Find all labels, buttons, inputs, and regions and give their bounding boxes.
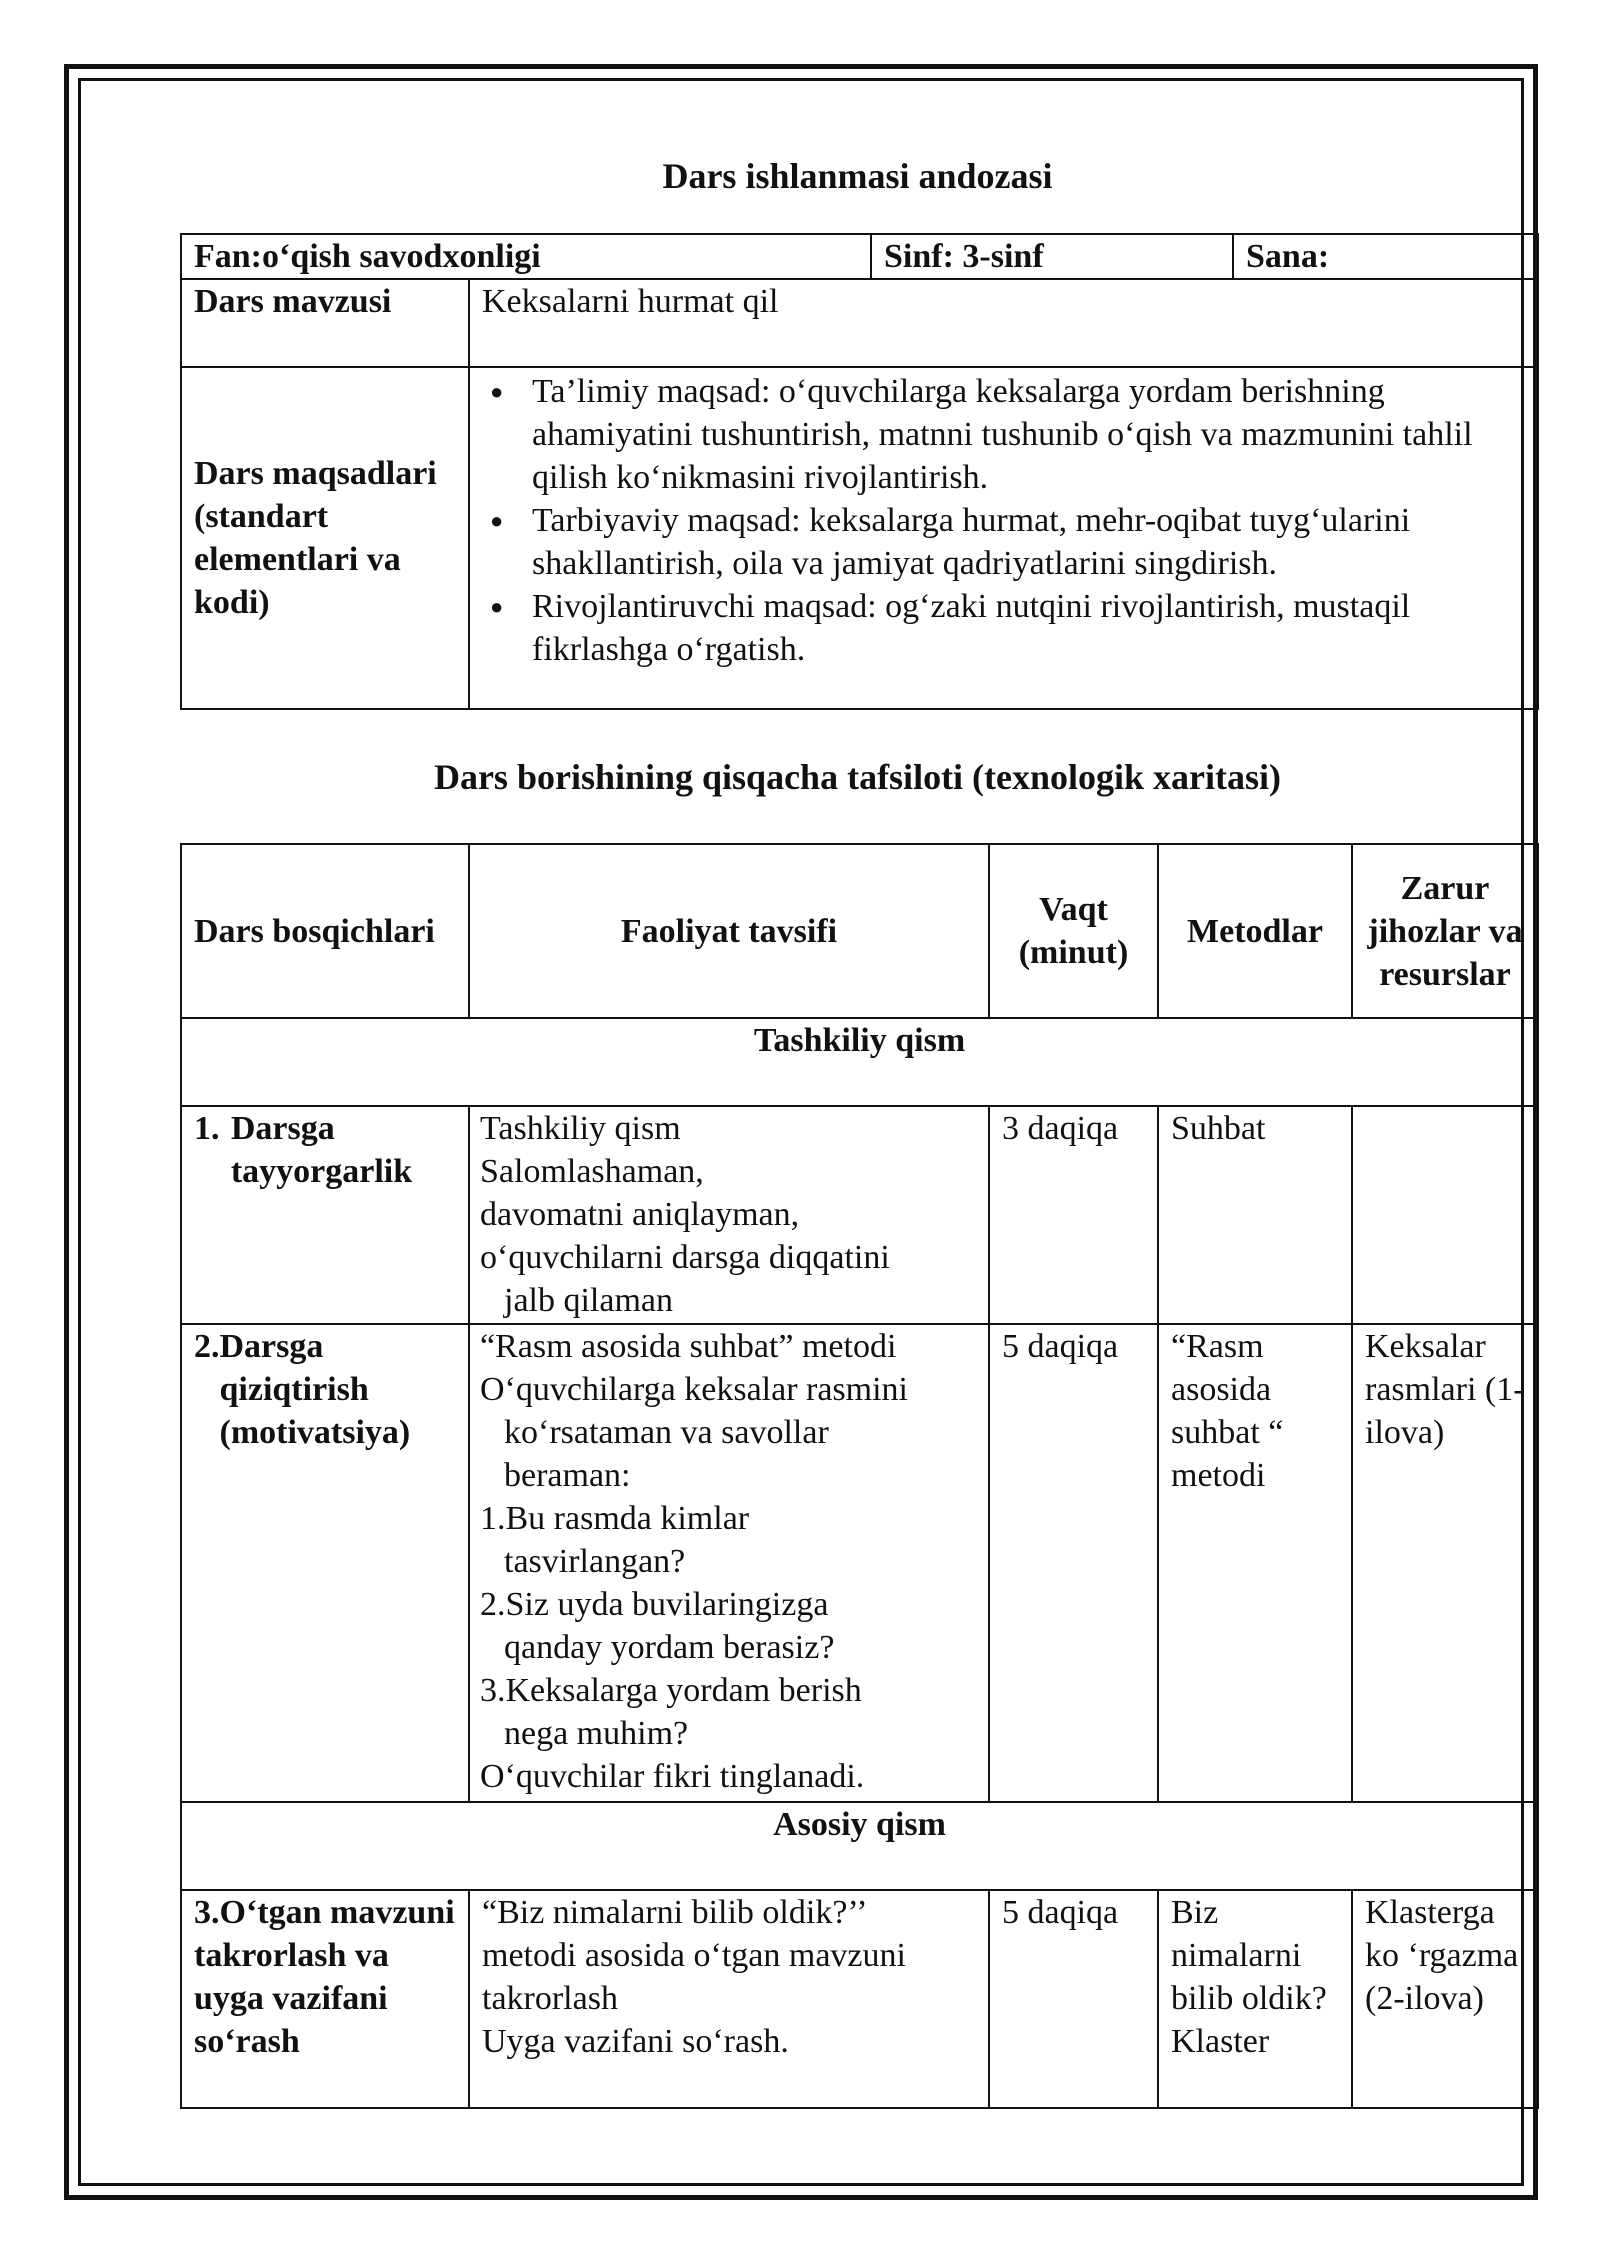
activity-line: takrorlash [482, 1980, 618, 2017]
question-line: tasvirlangan? [504, 1543, 686, 1580]
activity-line: Salomlashaman, [480, 1153, 704, 1190]
section-title: Dars borishining qisqacha tafsiloti (texnologik xaritasi) [433, 757, 1282, 797]
activity-line: O‘quvchilar fikri tinglanadi. [480, 1758, 865, 1795]
topic-row [181, 279, 1538, 367]
activity-line: “Biz nimalarni bilib oldik?’’ [482, 1894, 868, 1931]
document-title: Dars ishlanmasi andozasi [662, 156, 1053, 196]
info-header-row [181, 234, 1538, 279]
goal-item: ● Ta’limiy maqsad: o‘quvchilarga keksalarga yordam berishning ahamiyatini tushuntirish, matnni tushunib o‘qish va mazmunini tahlil qilish ko‘nikmasini rivojlantirish. [482, 370, 1525, 499]
header-resources: Zarur jihozlar va resurslar [1352, 844, 1538, 1018]
date-cell: Sana: [1233, 234, 1538, 279]
goal-item: ● Rivojlantiruvchi maqsad: og‘zaki nutqini rivojlantirish, mustaqil fikrlashga o‘rgatish. [482, 585, 1525, 671]
subject-cell: Fan:o‘qish savodxonligi [181, 234, 871, 279]
part-row [181, 1018, 1538, 1106]
question-line: 3.Keksalarga yordam berish [480, 1672, 862, 1709]
resources-cell: Klasterga ko ‘rgazma (2-ilova) [1352, 1890, 1538, 2108]
topic-label: Dars mavzusi [181, 279, 469, 367]
activity-line: “Rasm asosida suhbat” metodi [480, 1328, 897, 1365]
activity-line: beraman: [504, 1457, 631, 1494]
activity-line: o‘quvchilarni darsga diqqatini [480, 1239, 890, 1276]
topic-value: Keksalarni hurmat qil [469, 279, 1538, 367]
question-line: qanday yordam berasiz? [504, 1629, 835, 1666]
question-line: nega muhim? [504, 1715, 689, 1752]
tech-header-row [181, 844, 1538, 1018]
activity-line: ko‘rsataman va savollar [504, 1414, 829, 1451]
time-cell: 5 daqiqa [989, 1324, 1158, 1802]
stage-number: 1. [194, 1110, 220, 1147]
stage-label: Darsga qiziqtirish (motivatsiya) [219, 1328, 411, 1451]
goal-item: ● Tarbiyaviy maqsad: keksalarga hurmat, mehr-oqibat tuyg‘ularini shakllantirish, oila va jamiyat qadriyatlarini singdirish. [482, 499, 1525, 585]
goals-list [482, 370, 1525, 671]
resources-cell [1352, 1106, 1538, 1324]
header-activity: Faoliyat tavsifi [469, 844, 989, 1018]
activity-cell [469, 1890, 989, 2108]
method-cell: Suhbat [1158, 1106, 1352, 1324]
stage-number: 2. [194, 1328, 220, 1365]
question-line: 1.Bu rasmda kimlar [480, 1500, 750, 1537]
table-row [181, 1890, 1538, 2108]
activity-cell [469, 1106, 989, 1324]
method-cell: “Rasm asosida suhbat “ metodi [1158, 1324, 1352, 1802]
activity-line: davomatni aniqlayman, [480, 1196, 800, 1233]
time-cell: 5 daqiqa [989, 1890, 1158, 2108]
table-row [181, 1324, 1538, 1802]
part-asosiy: Asosiy qism [181, 1802, 1538, 1890]
activity-line: Tashkiliy qism [480, 1110, 681, 1147]
goals-cell [469, 367, 1538, 709]
time-cell: 3 daqiqa [989, 1106, 1158, 1324]
part-row [181, 1802, 1538, 1890]
header-time: Vaqt (minut) [989, 844, 1158, 1018]
header-stages: Dars bosqichlari [181, 844, 469, 1018]
lesson-info-table [180, 233, 1539, 710]
stage-cell [181, 1106, 469, 1324]
stage-label: 3.O‘tgan mavzuni takrorlash va uyga vazifani so‘rash [181, 1890, 469, 2108]
resources-cell: Keksalar rasmlari (1-ilova) [1352, 1324, 1538, 1802]
activity-line: metodi asosida o‘tgan mavzuni [482, 1937, 906, 1974]
stage-label: Darsga tayyorgarlik [230, 1110, 413, 1190]
goals-label: Dars maqsadlari (standart elementlari va kodi) [181, 367, 469, 709]
tech-map-table [180, 843, 1539, 2109]
question-line: 2.Siz uyda buvilaringizga [480, 1586, 829, 1623]
activity-line: O‘quvchilarga keksalar rasmini [480, 1371, 909, 1408]
part-tashkiliy: Tashkiliy qism [181, 1018, 1538, 1106]
table-row [181, 1106, 1538, 1324]
goals-row [181, 367, 1538, 709]
activity-line: Uyga vazifani so‘rash. [482, 2023, 789, 2060]
header-methods: Metodlar [1158, 844, 1352, 1018]
method-cell: Biz nimalarni bilib oldik? Klaster [1158, 1890, 1352, 2108]
stage-cell [181, 1324, 469, 1802]
grade-cell: Sinf: 3-sinf [871, 234, 1233, 279]
activity-line: jalb qilaman [504, 1282, 674, 1319]
activity-cell [469, 1324, 989, 1802]
